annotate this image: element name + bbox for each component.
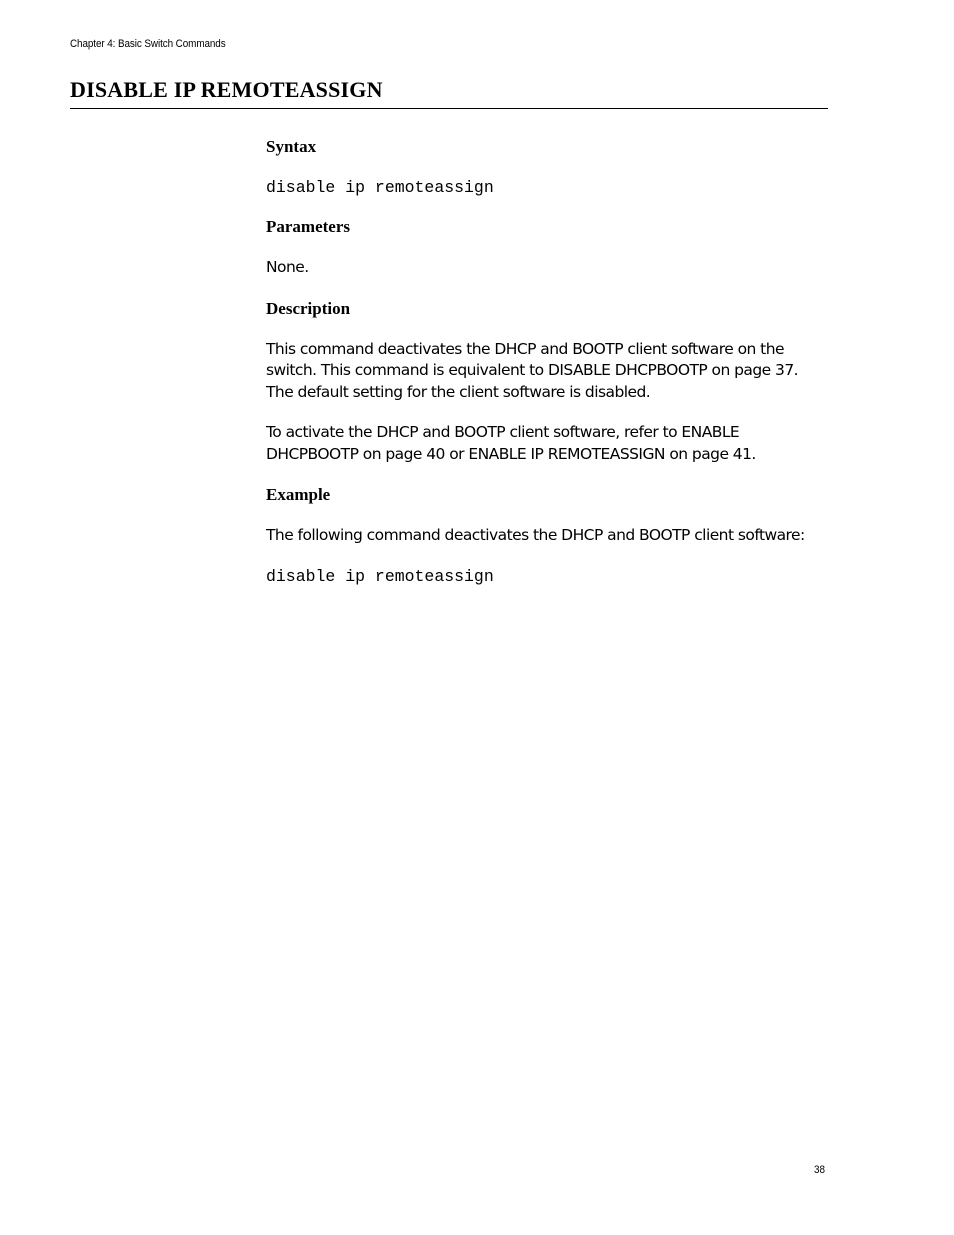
example-heading: Example [266, 485, 331, 504]
syntax-heading: Syntax [266, 137, 317, 156]
example-text: The following command deactivates the DHCP and BOOTP client software: [266, 526, 805, 544]
parameters-heading: Parameters [266, 217, 351, 236]
example-code: disable ip remoteassign [266, 566, 494, 586]
parameters-section [266, 216, 826, 279]
example-section [266, 484, 826, 588]
syntax-code: disable ip remoteassign [266, 178, 494, 197]
description-paragraph-1: This command deactivates the DHCP and BOOTP client software on the switch. This command is equivalent to DISABLE DHCPBOOTP on page 37. The default setting for the client software is disabled. [266, 339, 799, 401]
description-paragraph-2: To activate the DHCP and BOOTP client software, refer to ENABLE DHCPBOOTP on page 40 or ENABLE IP REMOTEASSIGN on page 41. [266, 423, 756, 463]
parameters-text: None. [266, 258, 309, 276]
command-content [266, 136, 826, 605]
page-number: 38 [814, 1164, 826, 1176]
page-title: DISABLE IP REMOTEASSIGN [70, 76, 828, 109]
running-head: Chapter 4: Basic Switch Commands [70, 38, 226, 50]
syntax-section [266, 136, 826, 199]
description-section [266, 298, 826, 466]
description-heading: Description [266, 298, 351, 318]
